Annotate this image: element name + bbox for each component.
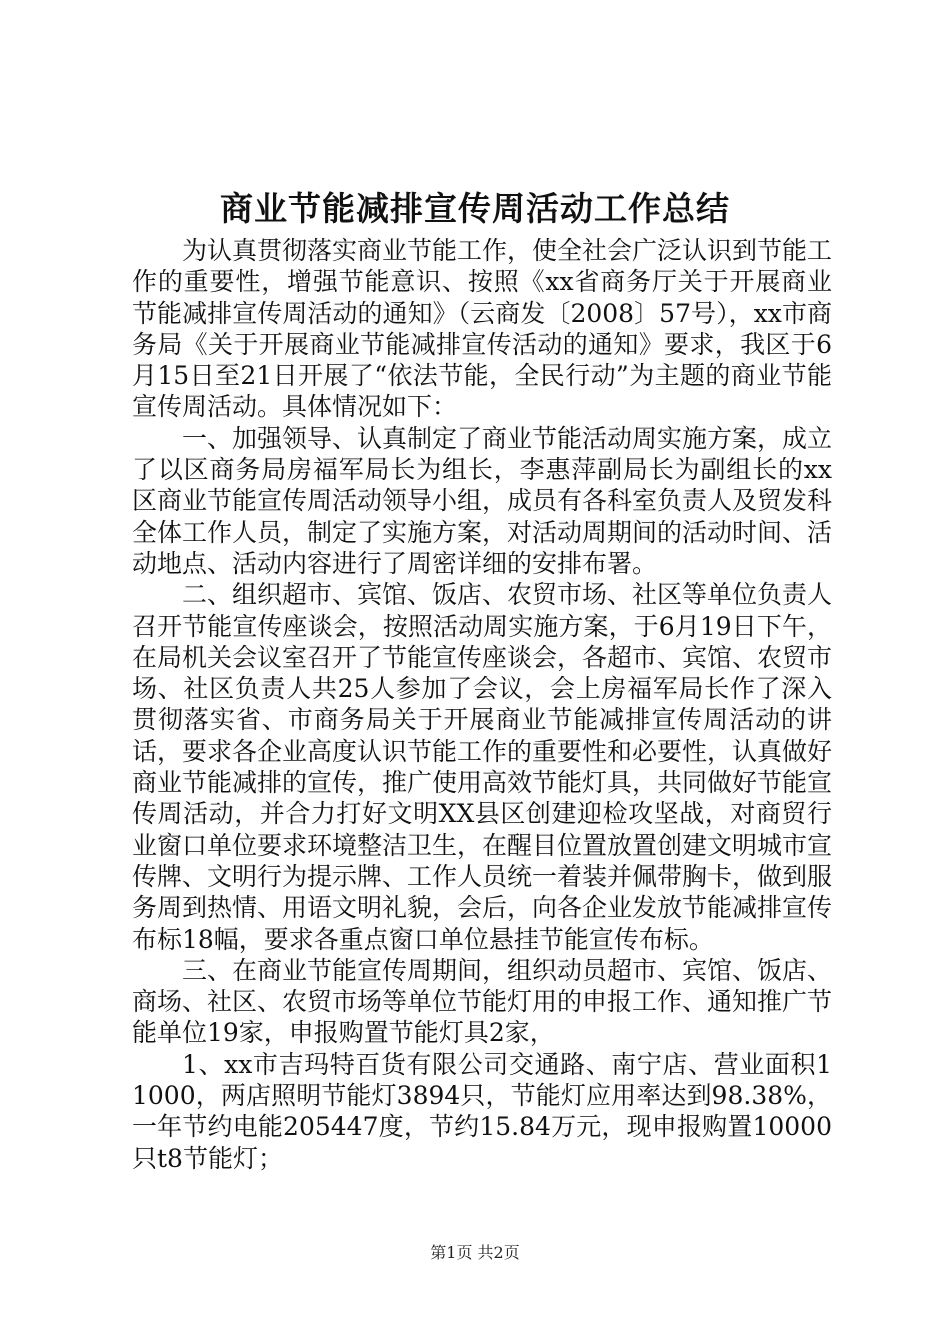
- page-number-footer: 第1页 共2页: [430, 1243, 520, 1262]
- document-title: 商业节能减排宣传周活动工作总结: [220, 189, 730, 228]
- paragraph-item-1: 1、xx市吉玛特百货有限公司交通路、南宁店、营业面积11000，两店照明节能灯3894只，节能灯应用率达到98.38%，一年节约电能205447度，节约15.84万元，现申报购置10000只t8节能灯；: [132, 1049, 832, 1173]
- paragraph-section-1: 一、加强领导、认真制定了商业节能活动周实施方案，成立了以区商务局房福军局长为组长，李惠萍副局长为副组长的xx区商业节能宣传周活动领导小组，成员有各科室负责人及贸发科全体工作人员，制定了实施方案，对活动周期间的活动时间、活动地点、活动内容进行了周密详细的安排布署。: [132, 423, 833, 578]
- paragraph-section-3: 三、在商业节能宣传周期间，组织动员超市、宾馆、饭店、商场、社区、农贸市场等单位节能灯用的申报工作、通知推广节能单位19家，申报购置节能灯具2家，: [132, 955, 833, 1048]
- paragraph-section-2: 二、组织超市、宾馆、饭店、农贸市场、社区等单位负责人召开节能宣传座谈会，按照活动周实施方案，于6月19日下午，在局机关会议室召开了节能宣传座谈会，各超市、宾馆、农贸市场、社区负责人共25人参加了会议，会上房福军局长作了深入贯彻落实省、市商务局关于开展商业节能减排宣传周活动的讲话，要求各企业高度认识节能工作的重要性和必要性，认真做好商业节能减排的宣传，推广使用高效节能灯具，共同做好节能宣传周活动，并合力打好文明XX县区创建迎检攻坚战，对商贸行业窗口单位要求环境整洁卫生，在醒目位置放置创建文明城市宣传牌、文明行为提示牌、工作人员统一着装并佩带胸卡，做到服务周到热情、用语文明礼貌，会后，向各企业发放节能减排宣传布标18幅，要求各重点窗口单位悬挂节能宣传布标。: [132, 580, 833, 954]
- document-body: [132, 235, 832, 1174]
- paragraph-intro: 为认真贯彻落实商业节能工作，使全社会广泛认识到节能工作的重要性，增强节能意识、按照《xx省商务厅关于开展商业节能减排宣传周活动的通知》（云商发〔2008〕57号），xx市商务局《关于开展商业节能减排宣传活动的通知》要求，我区于6月15日至21日开展了“依法节能，全民行动”为主题的商业节能宣传周活动。具体情况如下：: [132, 236, 833, 422]
